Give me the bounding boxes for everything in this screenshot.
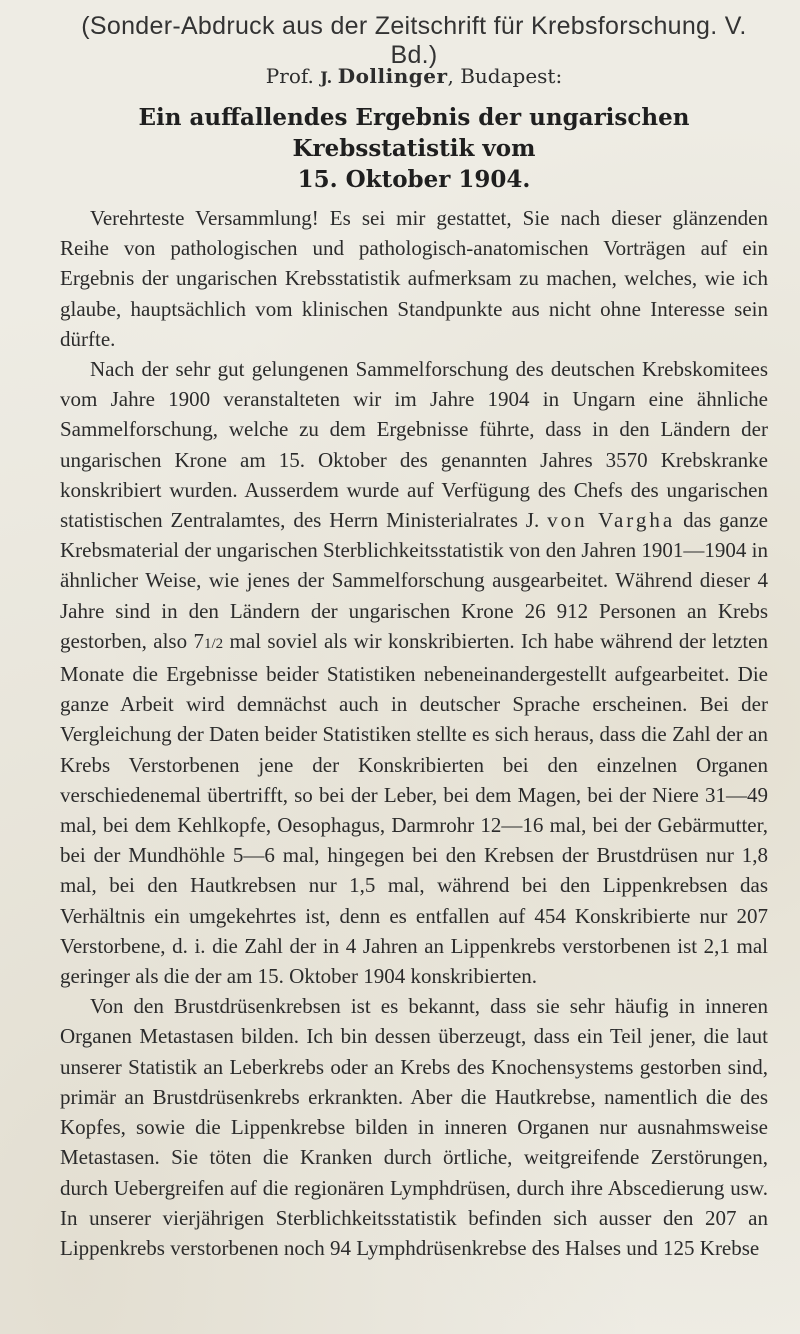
author-initial: J. [320, 68, 338, 87]
paragraph-1: Verehrteste Versammlung! Es sei mir gestattet, Sie nach dieser glänzenden Reihe von pathologischen und pathologisch-anatomischen Vorträgen auf ein Ergebnis der ungarischen Krebsstatistik aufmerksam zu machen, welches, wie ich glaube, hauptsächlich vom klinischen Standpunkte aus nicht ohne Interesse sein dürfte. [60, 206, 768, 351]
title-line-1: Ein auffallendes Ergebnis der ungarischen Krebsstatistik vom [138, 104, 690, 162]
person-name-vargha: von Vargha [547, 508, 676, 533]
author-line [60, 64, 768, 92]
paragraph-3: Von den Brustdrüsenkrebsen ist es bekannt, dass sie sehr häufig in inneren Organen Metastasen bilden. Ich bin dessen überzeugt, dass ein Teil jener, die laut unserer Statistik an Leberkrebs oder an Krebs des Knochensystems gestorben sind, primär an Brustdrüsenkrebs erkrankten. Aber die Hautkrebse, namentlich die des Kopfes, sowie die Lippenkrebse bilden in inneren Organen nur ausnahmsweise Metastasen. Sie töten die Kranken durch örtliche, weitgreifende Zerstörungen, durch Uebergreifen auf die regionären Lymphdrüsen, durch ihre Abscedierung usw. In unserer vierjährigen Sterblichkeitsstatistik befinden sich ausser den 207 an Lippenkrebs verstorbenen noch 94 Lymphdrüsenkrebse des Halses und 125 Krebse [60, 994, 768, 1260]
author-location: , Budapest: [447, 64, 563, 88]
reprint-header: (Sonder-Abdruck aus der Zeitschrift für Krebsforschung. V. Bd.) [81, 12, 747, 69]
author-surname: Dollinger [337, 64, 448, 88]
paragraph-2-part-a: Nach der sehr gut gelungenen Sammelforschung des deutschen Krebskomitees vom Jahre 1900 veranstalteten wir im Jahre 1904 in Ungarn eine ähnliche Sammelforschung, welche zu dem Ergebnisse führte, dass in den Ländern der ungarischen Krone am 15. Oktober des genannten Jahres 3570 Krebskranke konskribiert wurden. Ausserdem wurde auf Verfügung des Chefs des ungarischen statistischen Zentralamtes, des Herrn Ministerialrates J. [60, 357, 768, 533]
title-line-2: 15. Oktober 1904. [297, 166, 531, 193]
author-prefix: Prof. [265, 64, 321, 88]
article-title [60, 102, 768, 195]
fraction-one-half: 1/2 [203, 635, 224, 652]
paragraph-2-part-c: mal soviel als wir konskribierten. Ich habe während der letzten Monate die Ergebnisse beider Statistiken nebeneinandergestellt aufgearbeitet. Die ganze Arbeit wird demnächst auch in deutscher Sprache erscheinen. Bei der Vergleichung der Daten beider Statistiken stellte es sich heraus, dass die Zahl der an Krebs Verstorbenen jene der Konskribierten bei den einzelnen Organen verschiedenemal übertrifft, so bei der Leber, bei dem Magen, bei der Niere 31—49 mal, bei dem Kehlkopfe, Oesophagus, Darmrohr 12—16 mal, bei der Gebärmutter, bei der Mundhöhle 5—6 mal, hingegen bei den Krebsen der Brustdrüsen nur 1,8 mal, bei den Hautkrebsen nur 1,5 mal, während bei den Lippenkrebsen das Verhältnis ein umgekehrtes ist, denn es entfallen auf 454 Konskribierte nur 207 Verstorbene, d. i. die Zahl der in 4 Jahren an Lippenkrebs verstorbenen ist 2,1 mal geringer als die der am 15. Oktober 1904 konskribierten. [60, 628, 768, 989]
article-body [60, 203, 768, 1263]
paragraph-2 [60, 354, 768, 991]
paragraph-2-part-b: das ganze Krebsmaterial der ungarischen Sterblichkeitsstatistik von den Jahren 1901—1904 in ähnlicher Weise, wie jenes der Sammelforschung ausgearbeitet. Während dieser 4 Jahre sind in den Ländern der ungarischen Krone 26 912 Personen an Krebs gestorben, also 7 [60, 508, 769, 653]
